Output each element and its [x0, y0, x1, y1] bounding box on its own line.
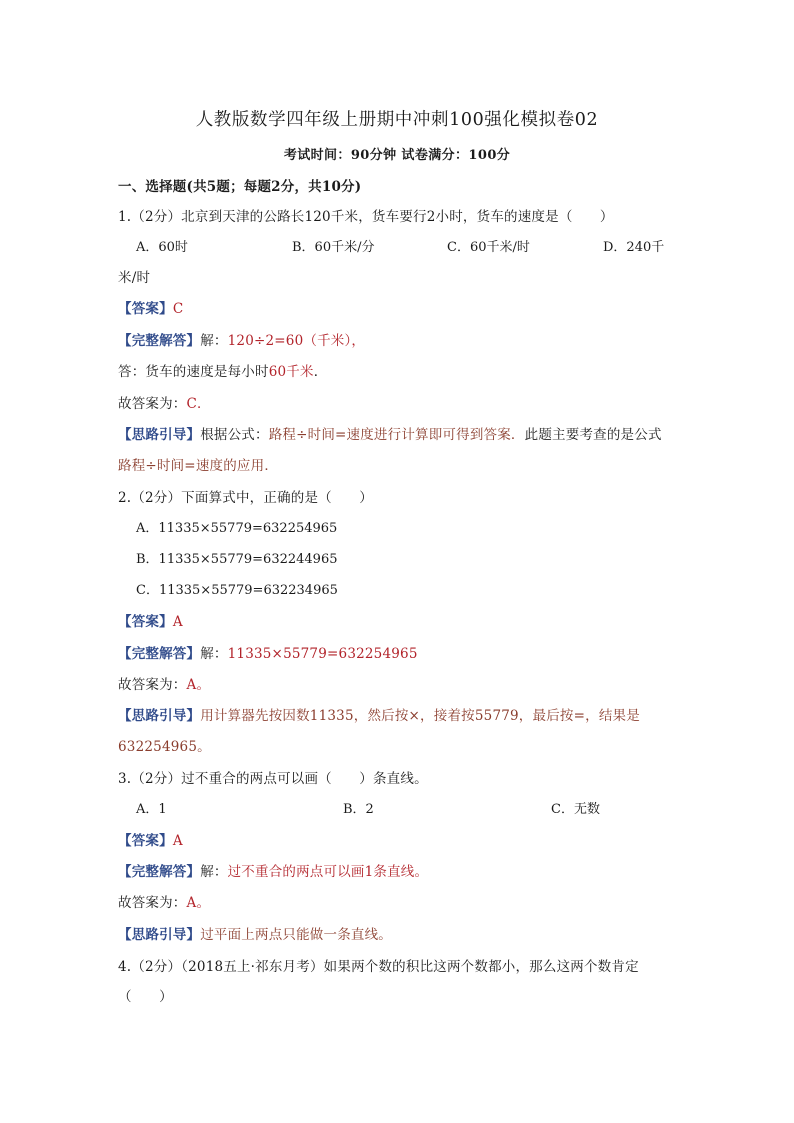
question-3-option-b: B．2: [343, 802, 374, 817]
question-3-solution: [118, 862, 428, 882]
question-3-guide: [118, 925, 392, 945]
page-title: 人教版数学四年级上册期中冲刺100强化模拟卷02: [195, 110, 599, 130]
solution-prefix: 解：: [200, 333, 228, 349]
question-1-answer: [118, 299, 183, 319]
guide-suffix: 此题主要考查的是公式: [524, 427, 662, 443]
guide-prefix: 根据公式：: [200, 427, 269, 443]
solution-prefix: 解：: [200, 864, 228, 880]
guide-text: 过平面上两点只能做一条直线。: [200, 927, 393, 943]
guide-label: 【思路引导】: [118, 708, 201, 724]
question-2-option-a: A．11335×55779=632254965: [136, 521, 338, 536]
question-3-option-a: A．1: [136, 802, 167, 817]
guide-label: 【思路引导】: [118, 927, 201, 943]
question-3-option-c: C．无数: [551, 802, 600, 817]
solution-text: 11335×55779=632254965: [227, 646, 418, 662]
answer-label: 【答案】: [118, 301, 173, 317]
answer-value: A: [172, 833, 183, 849]
question-1-guide: [118, 425, 662, 445]
answer-label: 【答案】: [118, 833, 173, 849]
question-1-conclusion: [118, 394, 211, 414]
guide-text: 用计算器先按因数11335，然后按×，接着按55779，最后按=，结果是: [200, 708, 640, 724]
conclusion-value: A。: [186, 677, 211, 693]
question-2-stem: 2.（2分）下面算式中，正确的是（ ）: [118, 490, 373, 506]
solution-text: 过不重合的两点可以画1条直线。: [227, 864, 429, 880]
question-3-answer: [118, 831, 183, 851]
question-1-option-a: A．60时: [136, 240, 188, 255]
exam-info: 考试时间：90分钟 试卷满分：100分: [283, 148, 511, 163]
conclusion-prefix: 故答案为：: [118, 677, 187, 693]
guide-label: 【思路引导】: [118, 427, 201, 443]
question-1-option-d: D．240千: [603, 240, 665, 255]
question-3-conclusion: [118, 893, 210, 913]
question-2-option-b: B．11335×55779=632244965: [136, 552, 338, 567]
question-4-stem-wrap: （ ）: [118, 989, 173, 1005]
solution-line2-prefix: 答：货车的速度是每小时: [118, 364, 269, 380]
solution-line2-value: 60千米: [268, 364, 314, 380]
question-2-option-c: C．11335×55779=632234965: [136, 583, 338, 598]
question-1-guide-line2: 路程÷时间=速度的应用．: [118, 458, 279, 474]
question-1-option-c: C．60千米/时: [447, 240, 530, 255]
guide-text: 路程÷时间=速度进行计算即可得到答案．: [268, 427, 525, 443]
answer-label: 【答案】: [118, 614, 173, 630]
question-1-solution-line2: [118, 362, 327, 382]
solution-prefix: 解：: [200, 646, 228, 662]
conclusion-value: A。: [186, 895, 211, 911]
solution-label: 【完整解答】: [118, 333, 201, 349]
question-1-option-b: B．60千米/分: [292, 240, 375, 255]
conclusion-prefix: 故答案为：: [118, 396, 187, 412]
conclusion-prefix: 故答案为：: [118, 895, 187, 911]
question-2-conclusion: [118, 675, 210, 695]
solution-text: 120÷2=60（千米），: [227, 333, 366, 349]
question-2-answer: [118, 612, 183, 632]
solution-label: 【完整解答】: [118, 864, 201, 880]
question-4-stem: 4.（2分）（2018五上·祁东月考）如果两个数的积比这两个数都小，那么这两个数肯定: [118, 959, 639, 975]
question-3-stem: 3.（2分）过不重合的两点可以画（ ）条直线。: [118, 771, 428, 787]
question-1-solution: [118, 331, 365, 351]
answer-value: C: [172, 301, 184, 317]
conclusion-value: C．: [186, 396, 211, 412]
section-heading: 一、选择题(共5题；每题2分，共10分): [118, 179, 362, 195]
question-2-guide-line2: 632254965。: [118, 739, 211, 755]
answer-value: A: [172, 614, 183, 630]
question-1-stem: 1.（2分）北京到天津的公路长120千米，货车要行2小时，货车的速度是（ ）: [118, 209, 614, 225]
question-1-option-d-wrap: 米/时: [118, 270, 151, 286]
solution-label: 【完整解答】: [118, 646, 201, 662]
question-2-solution: [118, 644, 418, 664]
solution-line2-suffix: ．: [313, 364, 328, 380]
question-2-guide: [118, 706, 640, 726]
